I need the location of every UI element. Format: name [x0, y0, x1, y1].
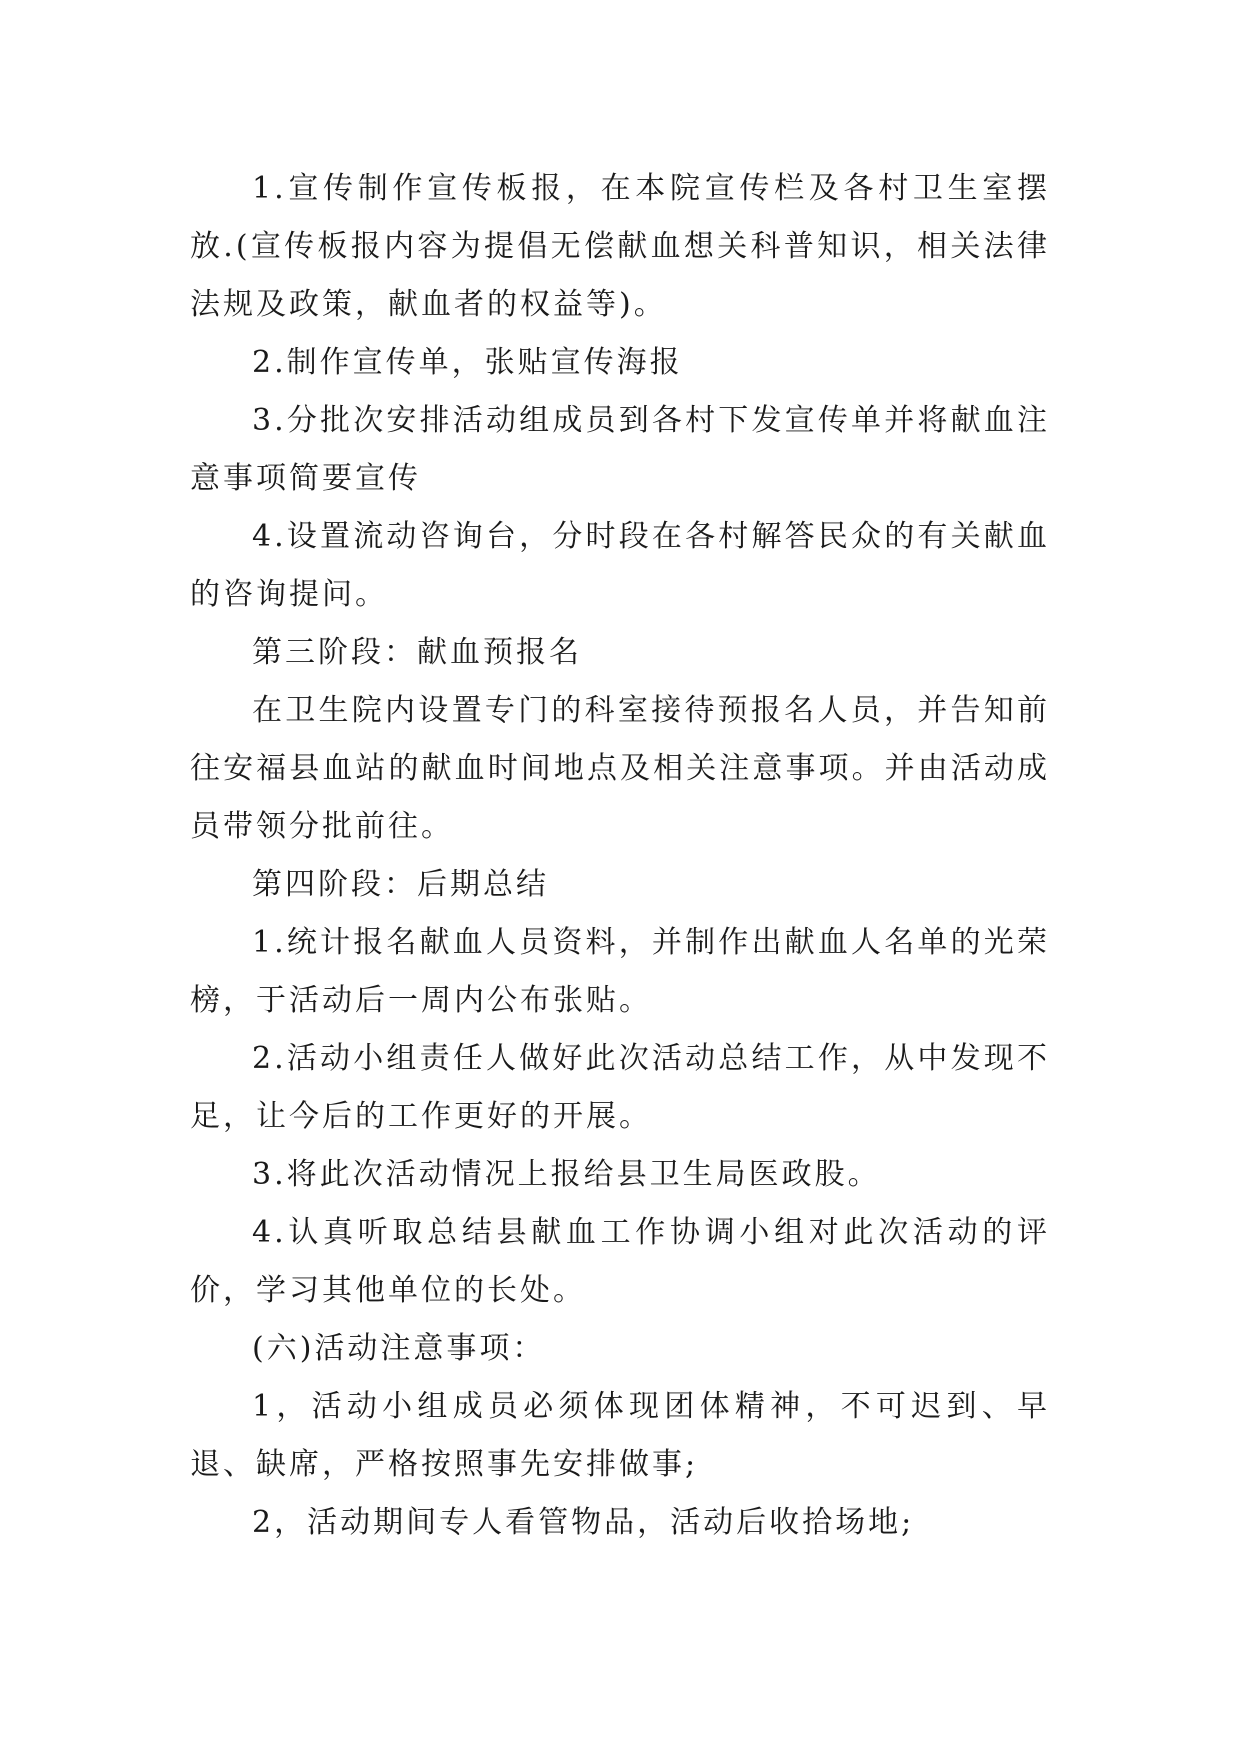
heading-stage-four: 第四阶段：后期总结 [252, 867, 549, 902]
paragraph-item-care: 2，活动期间专人看管物品，活动后收拾场地; [252, 1505, 915, 1540]
document-body [190, 160, 1050, 1552]
heading-stage-three: 第三阶段：献血预报名 [252, 635, 582, 670]
paragraph-report: 3.将此次活动情况上报给县卫生局医政股。 [252, 1157, 881, 1192]
paragraph-village-distribution: 3.分批次安排活动组成员到各村下发宣传单并将献血注意事项简要宣传 [190, 403, 1050, 496]
paragraph-team-spirit: 1，活动小组成员必须体现团体精神，不可迟到、早退、缺席，严格按照事先安排做事; [190, 1389, 1050, 1482]
paragraph-publicity-boards: 1.宣传制作宣传板报，在本院宣传栏及各村卫生室摆放.(宣传板报内容为提倡无偿献血想关科普知识，相关法律法规及政策，献血者的权益等)。 [190, 171, 1050, 322]
paragraph-leaflets: 2.制作宣传单，张贴宣传海报 [252, 345, 683, 380]
paragraph-honor-roll: 1.统计报名献血人员资料，并制作出献血人名单的光荣榜，于活动后一周内公布张贴。 [190, 925, 1050, 1018]
paragraph-pre-registration: 在卫生院内设置专门的科室接待预报名人员，并告知前往安福县血站的献血时间地点及相关注意事项。并由活动成员带领分批前往。 [190, 693, 1050, 844]
heading-precautions: (六)活动注意事项： [252, 1331, 546, 1366]
paragraph-consultation-desk: 4.设置流动咨询台，分时段在各村解答民众的有关献血的咨询提问。 [190, 519, 1050, 612]
paragraph-evaluation: 4.认真听取总结县献血工作协调小组对此次活动的评价，学习其他单位的长处。 [190, 1215, 1050, 1308]
paragraph-summary-work: 2.活动小组责任人做好此次活动总结工作，从中发现不足，让今后的工作更好的开展。 [190, 1041, 1050, 1134]
